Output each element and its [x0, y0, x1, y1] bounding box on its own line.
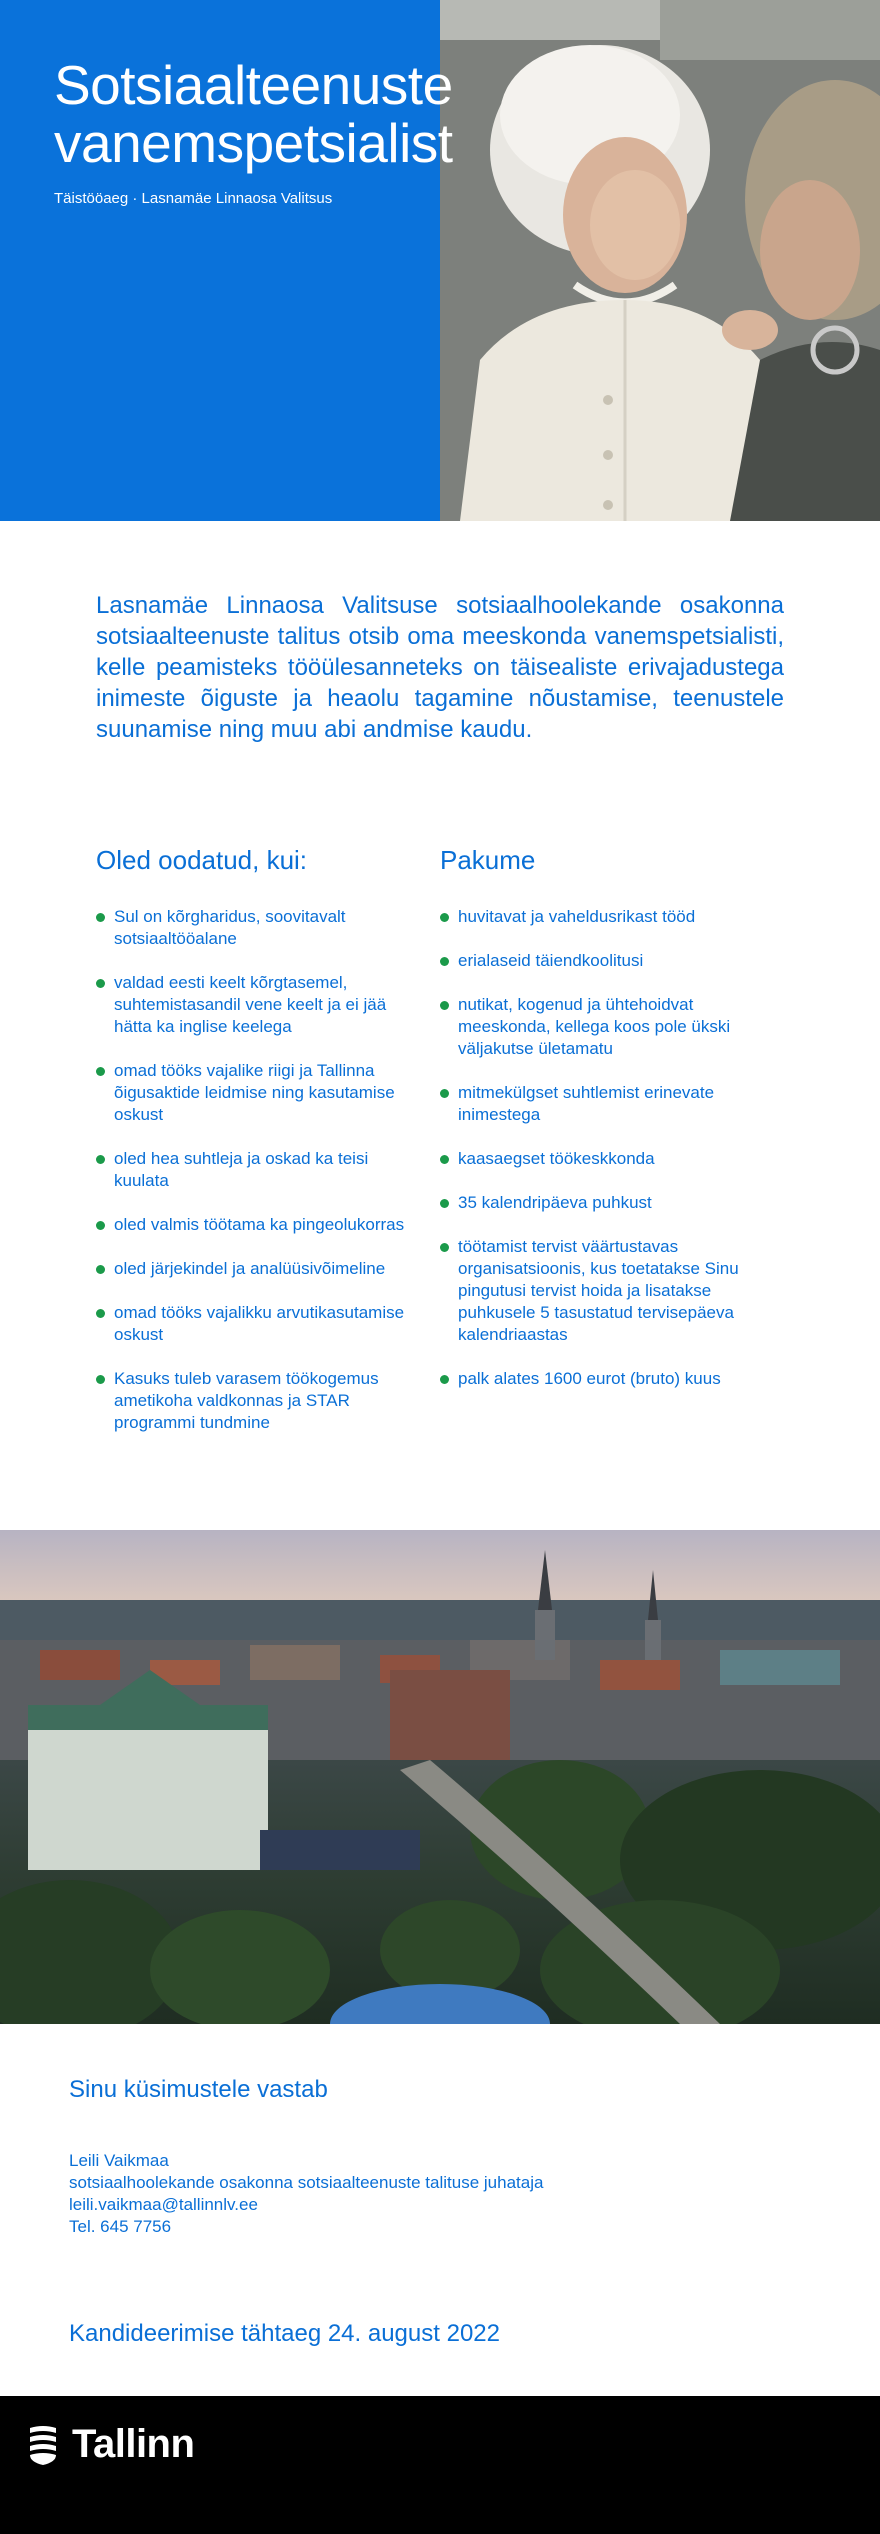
- bullet-icon: [96, 1375, 105, 1384]
- bullet-icon: [96, 913, 105, 922]
- bullet-icon: [96, 979, 105, 988]
- offer-list: [440, 906, 785, 1390]
- offer-text: töötamist tervist väärtustavas organisatsioonis, kus toetatakse Sinu pingutusi tervist hoida ja lisatakse puhkusele 5 tasustatud tervisepäeva kalendriaastas: [458, 1237, 739, 1344]
- requirement-item: [96, 972, 426, 1038]
- offer-item: [440, 1236, 785, 1346]
- bullet-icon: [96, 1155, 105, 1164]
- offer-item: [440, 994, 785, 1060]
- requirement-item: [96, 1148, 426, 1192]
- offer-text: huvitavat ja vaheldusrikast tööd: [458, 907, 696, 926]
- contact-block: [69, 2150, 543, 2238]
- requirement-item: [96, 1302, 426, 1346]
- tallinn-logo[interactable]: [26, 2422, 194, 2467]
- contact-name: Leili Vaikmaa: [69, 2151, 169, 2170]
- bullet-icon: [96, 1221, 105, 1230]
- application-deadline: Kandideerimise tähtaeg 24. august 2022: [69, 2320, 500, 2347]
- hero-banner: [0, 0, 880, 521]
- requirement-text: Kasuks tuleb varasem töökogemus ametikoha valdkonnas ja STAR programmi tundmine: [114, 1369, 379, 1432]
- offer-text: palk alates 1600 eurot (bruto) kuus: [458, 1369, 721, 1388]
- offer-item: [440, 906, 785, 928]
- requirement-item: [96, 1214, 426, 1236]
- tallinn-city-photo: [0, 1530, 880, 2024]
- offer-text: 35 kalendripäeva puhkust: [458, 1193, 652, 1212]
- intro-paragraph: Lasnamäe Linnaosa Valitsuse sotsiaalhoolekande osakonna sotsiaalteenuste talitus otsib oma meeskonda vanemspetsialisti, kelle peamisteks tööülesanneteks on täisealiste erivajadustega inimeste õiguste ja heaolu tagamine nõustamise, teenustele suunamise ning muu abi andmise kaudu.: [96, 592, 784, 743]
- offer-item: [440, 1368, 785, 1390]
- requirement-text: omad tööks vajalike riigi ja Tallinna õigusaktide leidmise ning kasutamise oskust: [114, 1061, 395, 1124]
- requirements-section: [96, 845, 426, 1456]
- requirement-item: [96, 1060, 426, 1126]
- bullet-icon: [440, 913, 449, 922]
- requirement-text: Sul on kõrgharidus, soovitavalt sotsiaaltööalane: [114, 907, 346, 948]
- requirement-item: [96, 1368, 426, 1434]
- contact-heading: Sinu küsimustele vastab: [69, 2076, 328, 2103]
- bullet-icon: [96, 1067, 105, 1076]
- offer-item: [440, 1148, 785, 1170]
- requirements-list: [96, 906, 426, 1434]
- page-title: Sotsiaalteenuste vanemspetsialist: [54, 54, 453, 174]
- bullet-icon: [440, 1001, 449, 1010]
- offer-item: [440, 1082, 785, 1126]
- requirement-text: valdad eesti keelt kõrgtasemel, suhtemistasandil vene keelt ja ei jää hätta ka inglise keelega: [114, 973, 387, 1036]
- bullet-icon: [440, 1089, 449, 1098]
- bullet-icon: [96, 1265, 105, 1274]
- tallinn-logo-icon: [26, 2424, 60, 2466]
- offer-heading: Pakume: [440, 845, 536, 875]
- offer-text: mitmekülgset suhtlemist erinevate inimestega: [458, 1083, 715, 1124]
- offer-item: [440, 950, 785, 972]
- requirement-text: oled valmis töötama ka pingeolukorras: [114, 1215, 405, 1234]
- offer-text: nutikat, kogenud ja ühtehoidvat meeskonda, kellega koos pole ükski väljakutse ületamatu: [458, 995, 731, 1058]
- contact-email[interactable]: leili.vaikmaa@tallinnlv.ee: [69, 2195, 258, 2214]
- logo-text: Tallinn: [72, 2422, 195, 2466]
- requirements-heading: Oled oodatud, kui:: [96, 845, 308, 875]
- city-photo-illustration: [0, 1530, 880, 2024]
- offer-section: [440, 845, 785, 1412]
- bullet-icon: [96, 1309, 105, 1318]
- requirement-text: omad tööks vajalikku arvutikasutamise oskust: [114, 1303, 405, 1344]
- bullet-icon: [440, 1199, 449, 1208]
- offer-text: kaasaegset töökeskkonda: [458, 1149, 655, 1168]
- requirement-text: oled hea suhtleja ja oskad ka teisi kuulata: [114, 1149, 369, 1190]
- bullet-icon: [440, 957, 449, 966]
- job-meta: Täistööaeg · Lasnamäe Linnaosa Valitsus: [54, 190, 333, 207]
- bullet-icon: [440, 1375, 449, 1384]
- contact-phone[interactable]: Tel. 645 7756: [69, 2217, 172, 2236]
- requirement-text: oled järjekindel ja analüüsivõimeline: [114, 1259, 386, 1278]
- requirement-item: [96, 1258, 426, 1280]
- footer: [0, 2396, 880, 2534]
- bullet-icon: [440, 1155, 449, 1164]
- bullet-icon: [440, 1243, 449, 1252]
- offer-text: erialaseid täiendkoolitusi: [458, 951, 644, 970]
- requirement-item: [96, 906, 426, 950]
- contact-role: sotsiaalhoolekande osakonna sotsiaalteenuste talituse juhataja: [69, 2173, 544, 2192]
- offer-item: [440, 1192, 785, 1214]
